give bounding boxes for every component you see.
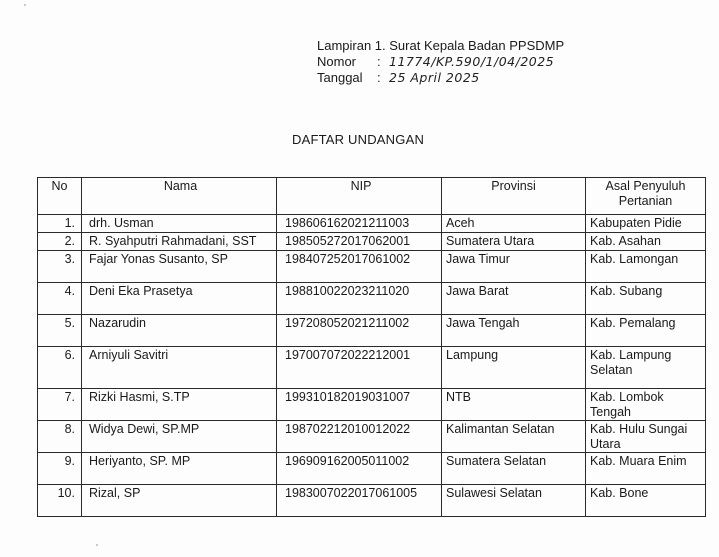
table-row [38, 453, 706, 485]
cell-nama: drh. Usman [82, 215, 277, 233]
cell-asal: Kab. Asahan [586, 233, 706, 251]
cell-asal: Kab. Pemalang [586, 315, 706, 347]
cell-no: 10. [38, 485, 82, 517]
cell-provinsi: Jawa Tengah [442, 315, 586, 347]
cell-no: 9. [38, 453, 82, 485]
cell-no: 3. [38, 251, 82, 283]
cell-provinsi: Aceh [442, 215, 586, 233]
nomor-label: Nomor [317, 54, 357, 69]
cell-no: 2. [38, 233, 82, 251]
cell-nama: R. Syahputri Rahmadani, SST [82, 233, 277, 251]
cell-nama: Heriyanto, SP. MP [82, 453, 277, 485]
cell-nip: 199310182019031007 [277, 389, 442, 421]
scan-artifact [96, 544, 98, 546]
cell-asal: Kab. Hulu Sungai Utara [586, 421, 706, 453]
cell-provinsi: Sulawesi Selatan [442, 485, 586, 517]
cell-asal: Kabupaten Pidie [586, 215, 706, 233]
table-row [38, 215, 706, 233]
tanggal-separator: : [377, 70, 381, 85]
cell-nip: 197007072022212001 [277, 347, 442, 389]
table-row [38, 389, 706, 421]
cell-asal: Kab. Muara Enim [586, 453, 706, 485]
nomor-handwritten-value: 11774/KP.590/1/04/2025 [389, 54, 555, 69]
column-header-no: No [38, 178, 82, 215]
cell-asal: Kab. Bone [586, 485, 706, 517]
column-header-asal: Asal Penyuluh Pertanian [586, 178, 706, 215]
cell-provinsi: Jawa Timur [442, 251, 586, 283]
cell-nama: Fajar Yonas Susanto, SP [82, 251, 277, 283]
cell-no: 6. [38, 347, 82, 389]
cell-nama: Rizal, SP [82, 485, 277, 517]
tanggal-label: Tanggal [317, 70, 363, 85]
tanggal-handwritten-value: 25 April 2025 [389, 70, 480, 85]
cell-nip: 198810022023211020 [277, 283, 442, 315]
appendix-text: Lampiran 1. Surat Kepala Badan PPSDMP [317, 38, 565, 53]
column-header-nip: NIP [277, 178, 442, 215]
table-row [38, 283, 706, 315]
nomor-separator: : [377, 54, 381, 69]
cell-nip: 196909162005011002 [277, 453, 442, 485]
cell-provinsi: Lampung [442, 347, 586, 389]
cell-asal: Kab. Subang [586, 283, 706, 315]
cell-nama: Widya Dewi, SP.MP [82, 421, 277, 453]
table-row [38, 347, 706, 389]
cell-provinsi: Jawa Barat [442, 283, 586, 315]
nomor-line [317, 54, 564, 70]
cell-nip: 197208052021211002 [277, 315, 442, 347]
cell-nama: Nazarudin [82, 315, 277, 347]
column-header-provinsi: Provinsi [442, 178, 586, 215]
cell-nip: 198407252017061002 [277, 251, 442, 283]
cell-provinsi: Sumatera Selatan [442, 453, 586, 485]
cell-nip: 198702212010012022 [277, 421, 442, 453]
cell-asal: Kab. Lampung Selatan [586, 347, 706, 389]
cell-no: 7. [38, 389, 82, 421]
cell-no: 5. [38, 315, 82, 347]
column-header-nama: Nama [82, 178, 277, 215]
cell-provinsi: NTB [442, 389, 586, 421]
cell-nip: 198606162021211003 [277, 215, 442, 233]
invitation-table [37, 177, 706, 517]
tanggal-line [317, 70, 564, 86]
cell-no: 4. [38, 283, 82, 315]
cell-no: 8. [38, 421, 82, 453]
cell-nip: 1983007022017061005 [277, 485, 442, 517]
table-row [38, 251, 706, 283]
letter-reference-header [317, 38, 564, 86]
table-header-row [38, 178, 706, 215]
appendix-line [317, 38, 564, 54]
cell-nip: 198505272017062001 [277, 233, 442, 251]
cell-provinsi: Sumatera Utara [442, 233, 586, 251]
cell-nama: Deni Eka Prasetya [82, 283, 277, 315]
scan-artifact [24, 4, 26, 6]
cell-asal: Kab. Lamongan [586, 251, 706, 283]
cell-nama: Rizki Hasmi, S.TP [82, 389, 277, 421]
table-row [38, 233, 706, 251]
cell-no: 1. [38, 215, 82, 233]
document-title: DAFTAR UNDANGAN [292, 132, 425, 147]
table-row [38, 485, 706, 517]
table-row [38, 315, 706, 347]
cell-provinsi: Kalimantan Selatan [442, 421, 586, 453]
cell-asal: Kab. Lombok Tengah [586, 389, 706, 421]
cell-nama: Arniyuli Savitri [82, 347, 277, 389]
table-row [38, 421, 706, 453]
